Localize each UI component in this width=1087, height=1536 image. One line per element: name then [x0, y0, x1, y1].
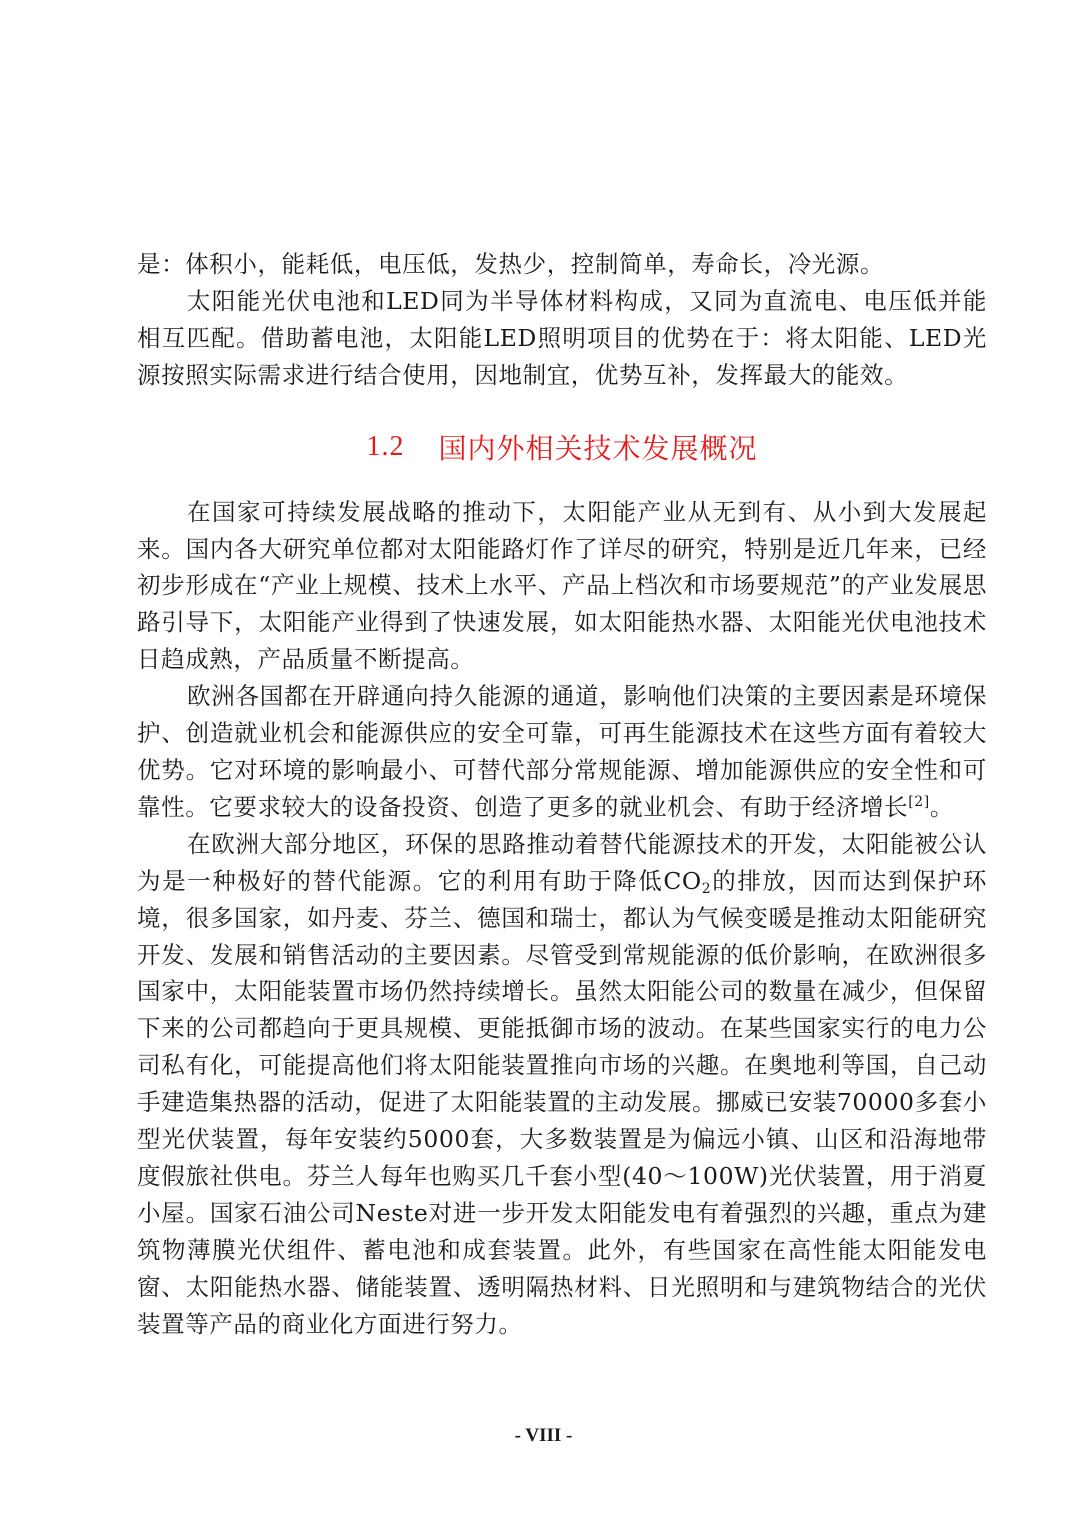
paragraph-europe-environment-part1: 在欧洲大部分地区，环保的思路推动着替代能源技术的开发，太阳能被公认为是一种极好的替代能源。它的利用有助于降低CO [137, 829, 987, 895]
paragraph-europe-energy-end: 。 [929, 792, 954, 821]
page-number: - VIII - [514, 1425, 573, 1446]
paragraph-europe-energy [137, 678, 987, 826]
section-number: 1.2 [366, 430, 405, 462]
section-title: 国内外相关技术发展概况 [438, 431, 758, 465]
citation-reference: [2] [908, 793, 930, 810]
paragraph-europe-environment-part2: 的排放，因而达到保护环境，很多国家，如丹麦、芬兰、德国和瑞士，都认为气候变暖是推动太阳能研究开发、发展和销售活动的主要因素。尽管受到常规能源的低价影响，在欧洲很多国家中，太阳能装置市场仍然持续增长。虽然太阳能公司的数量在减少，但保留下来的公司都趋向于更具规模、更能抵御市场的波动。在某些国家实行的电力公司私有化，可能提高他们将太阳能装置推向市场的兴趣。在奥地利等国，自己动手建造集热器的活动，促进了太阳能装置的主动发展。挪威已安装70000多套小型光伏装置，每年安装约5000套，大多数装置是为偏远小镇、山区和沿海地带度假旅社供电。芬兰人每年也购买几千套小型(40～100W)光伏装置，用于消夏小屋。国家石油公司Neste对进一步开发太阳能发电有着强烈的兴趣，重点为建筑物薄膜光伏组件、蓄电池和成套装置。此外，有些国家在高性能太阳能发电窗、太阳能热水器、储能装置、透明隔热材料、日光照明和与建筑物结合的光伏装置等产品的商业化方面进行努力。 [137, 866, 987, 1338]
paragraph-europe-energy-text: 欧洲各国都在开辟通向持久能源的通道，影响他们决策的主要因素是环境保护、创造就业机会和能源供应的安全可靠，可再生能源技术在这些方面有着较大优势。它对环境的影响最小、可替代部分常规能源、增加能源供应的安全性和可靠性。它要求较大的设备投资、创造了更多的就业机会、有助于经济增长 [137, 682, 987, 821]
paragraph-europe-environment [137, 826, 987, 1343]
document-body [137, 246, 987, 1342]
co2-subscript: 2 [701, 880, 712, 897]
section-heading [137, 394, 987, 494]
paragraph-solar-led: 太阳能光伏电池和LED同为半导体材料构成，又同为直流电、电压低并能相互匹配。借助蓄电池，太阳能LED照明项目的优势在于：将太阳能、LED光源按照实际需求进行结合使用，因地制宜，优势互补，发挥最大的能效。 [137, 286, 987, 389]
paragraph-domestic-development: 在国家可持续发展战略的推动下，太阳能产业从无到有、从小到大发展起来。国内各大研究单位都对太阳能路灯作了详尽的研究，特别是近几年来，已经初步形成在“产业上规模、技术上水平、产品上档次和市场要规范”的产业发展思路引导下，太阳能产业得到了快速发展，如太阳能热水器、太阳能光伏电池技术日趋成熟，产品质量不断提高。 [137, 497, 987, 674]
paragraph-continuation: 是：体积小，能耗低，电压低，发热少，控制简单，寿命长，冷光源。 [137, 250, 885, 278]
